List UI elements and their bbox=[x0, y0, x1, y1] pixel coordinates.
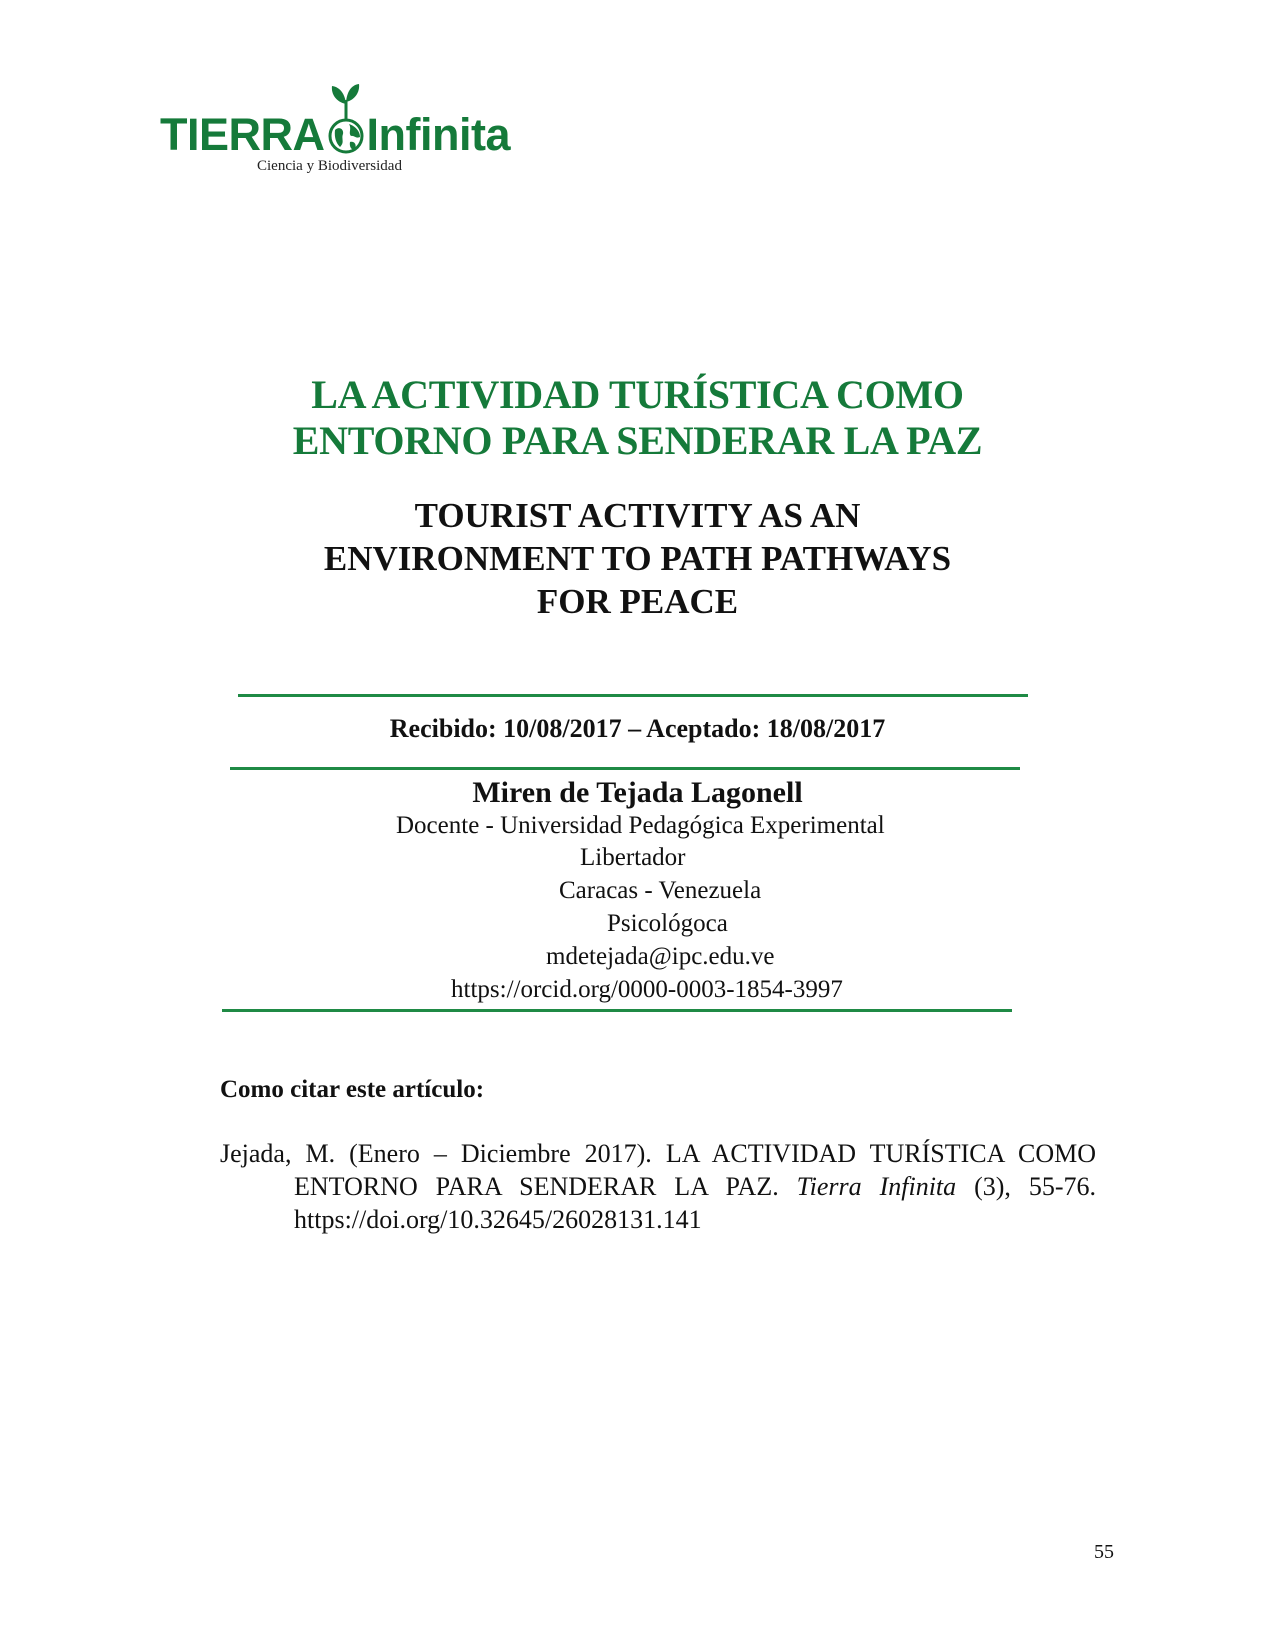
article-title-spanish bbox=[0, 372, 1275, 464]
page-number: 55 bbox=[1094, 1541, 1114, 1563]
logo-word-infinita: Infinita bbox=[366, 109, 510, 160]
globe-sprout-icon bbox=[326, 112, 366, 157]
author-location: Caracas - Venezuela bbox=[559, 877, 762, 904]
citation-text-part-2: (3), 55-76. https://doi.org/10.32645/26028131.141 bbox=[294, 1172, 1097, 1234]
title-en-line-1: TOURIST ACTIVITY AS AN bbox=[414, 496, 861, 535]
author-affiliation-line-1: Docente - Universidad Pedagógica Experimental bbox=[396, 812, 885, 839]
citation-text-part-1: Jejada, M. (Enero – Diciembre 2017). LA ACTIVIDAD TURÍSTICA COMO ENTORNO PARA SENDERAR LA PAZ. bbox=[220, 1139, 1096, 1201]
title-es-line-1: LA ACTIVIDAD TURÍSTICA COMO bbox=[311, 372, 964, 417]
title-en-line-2: ENVIRONMENT TO PATH PATHWAYS bbox=[323, 539, 952, 578]
logo-wordmark bbox=[160, 109, 510, 160]
logo-tagline: Ciencia y Biodiversidad bbox=[257, 158, 402, 174]
author-orcid-link[interactable]: https://orcid.org/0000-0003-1854-3997 bbox=[451, 976, 843, 1003]
citation-journal: Tierra Infinita bbox=[796, 1172, 957, 1201]
logo-word-tierra: TIERRA bbox=[160, 109, 325, 160]
divider-bottom bbox=[222, 1009, 1012, 1012]
citation-reference bbox=[220, 1137, 1096, 1236]
citation-heading: Como citar este artículo: bbox=[220, 1076, 485, 1103]
author-affiliation-line-2: Libertador bbox=[580, 844, 686, 871]
article-title-english bbox=[0, 494, 1275, 623]
author-name: Miren de Tejada Lagonell bbox=[472, 776, 803, 809]
divider-middle bbox=[230, 767, 1020, 770]
divider-top bbox=[238, 694, 1028, 697]
author-profession: Psicológoca bbox=[607, 910, 728, 937]
journal-logo bbox=[160, 82, 540, 182]
title-es-line-2: ENTORNO PARA SENDERAR LA PAZ bbox=[292, 418, 983, 463]
received-accepted-dates: Recibido: 10/08/2017 – Aceptado: 18/08/2017 bbox=[389, 714, 886, 743]
title-en-line-3: FOR PEACE bbox=[536, 582, 739, 621]
author-email[interactable]: mdetejada@ipc.edu.ve bbox=[546, 943, 775, 970]
